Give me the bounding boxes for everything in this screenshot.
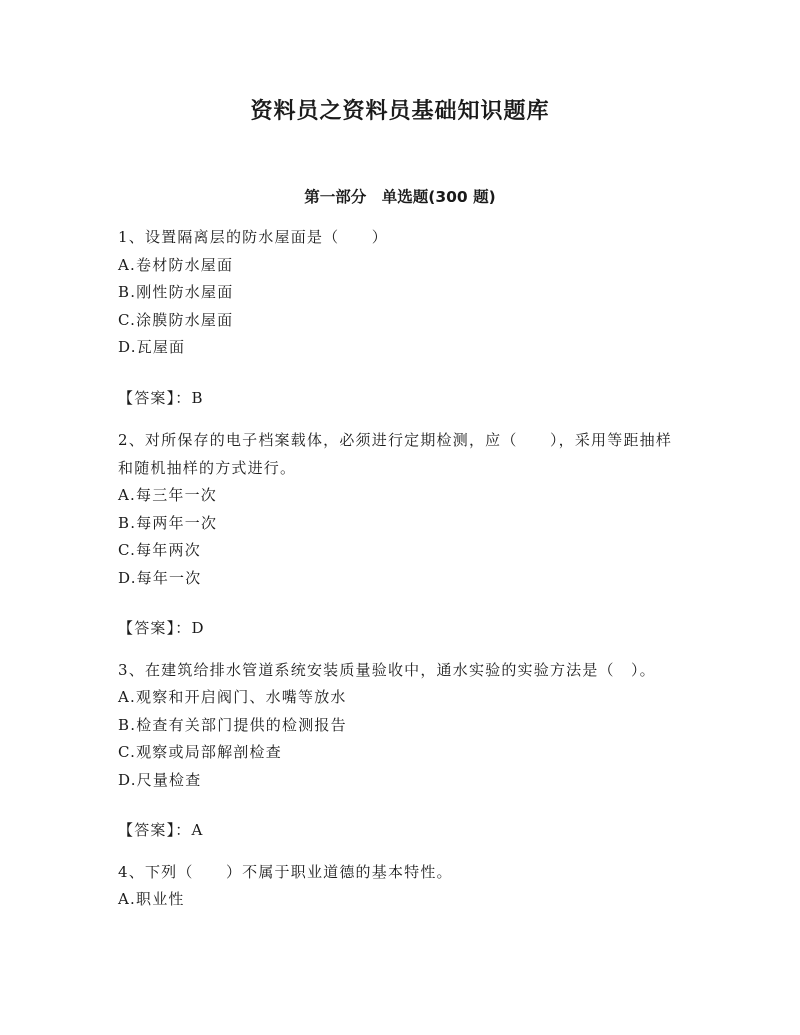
question-stem: 1、设置隔离层的防水屋面是（ ） xyxy=(118,228,388,246)
option-a: A.职业性 xyxy=(118,890,185,908)
option-d: D.尺量检查 xyxy=(118,770,202,789)
question-stem: 2、对所保存的电子档案载体，必须进行定期检测，应（ ），采用等距抽样和随机抽样的方式进行。 xyxy=(118,431,673,477)
option-b: B.刚性防水屋面 xyxy=(118,283,234,301)
section-heading: 第一部分 单选题(300 题) xyxy=(304,188,496,206)
option-a: A.每三年一次 xyxy=(118,486,218,504)
question-2 xyxy=(118,427,678,643)
question-stem: 4、下列（ ）不属于职业道德的基本特性。 xyxy=(118,862,453,881)
option-a: A.观察和开启阀门、水嘴等放水 xyxy=(118,688,347,706)
question-stem: 3、在建筑给排水管道系统安装质量验收中，通水实验的实验方法是（ ）。 xyxy=(118,660,656,679)
question-list xyxy=(118,224,678,914)
option-d: D.瓦屋面 xyxy=(118,338,186,356)
question-1 xyxy=(118,224,678,412)
answer-line: 【答案】：B xyxy=(118,388,204,407)
document-title: 资料员之资料员基础知识题库 xyxy=(250,99,550,124)
option-c: C.观察或局部解剖检查 xyxy=(118,743,282,761)
question-4 xyxy=(118,859,678,914)
question-3 xyxy=(118,657,678,845)
option-c: C.每年两次 xyxy=(118,541,201,559)
answer-line: 【答案】：A xyxy=(118,821,204,839)
option-a: A.卷材防水屋面 xyxy=(118,255,234,274)
option-b: B.每两年一次 xyxy=(118,513,218,532)
option-d: D.每年一次 xyxy=(118,568,202,587)
answer-line: 【答案】：D xyxy=(118,619,205,637)
option-c: C.涂膜防水屋面 xyxy=(118,310,234,329)
option-b: B.检查有关部门提供的检测报告 xyxy=(118,715,347,734)
